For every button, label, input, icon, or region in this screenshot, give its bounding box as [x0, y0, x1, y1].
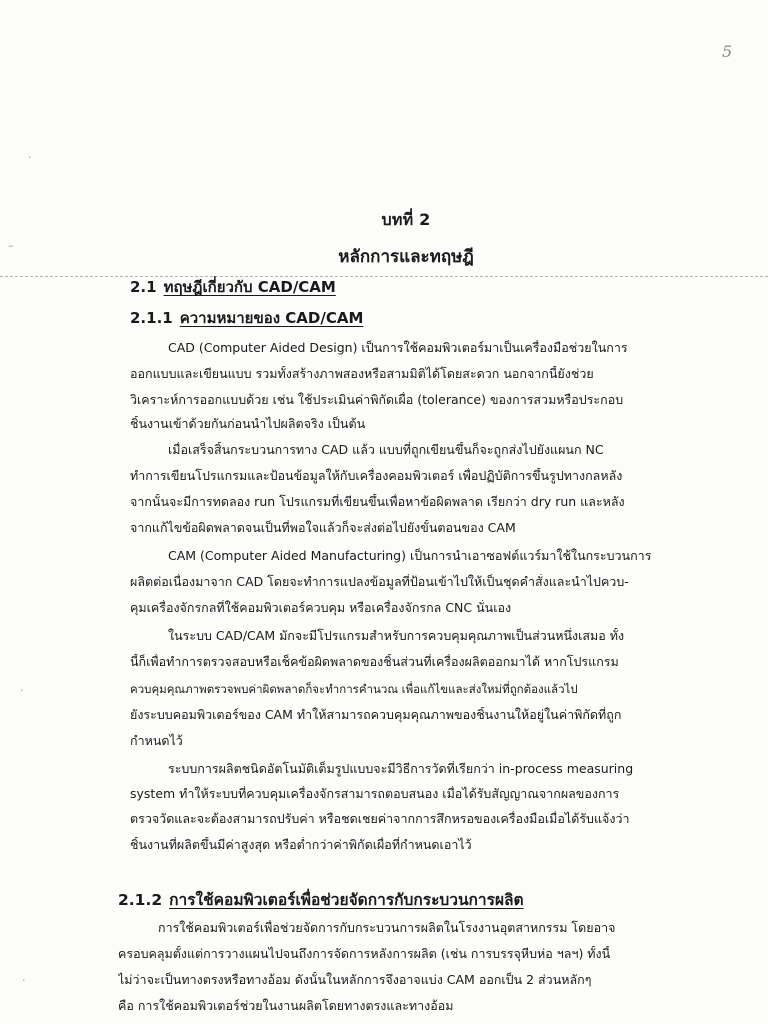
- paragraph-line: ผลิตต่อเนื่องมาจาก CAD โดยจะทำการแปลงข้อมูลที่ป้อนเข้าไปให้เป็นชุดคำสั่งและนำไปควบ-: [130, 574, 629, 589]
- paragraph-line: นี้ก็เพื่อทำการตรวจสอบหรือเช็คข้อผิดพลาดของชิ้นส่วนที่เครื่องผลิตออกมาได้ หากโปรแกรม: [130, 654, 619, 669]
- section-title: ความหมายของ CAD/CAM: [179, 309, 364, 327]
- paragraph-line: CAM (Computer Aided Manufacturing) เป็นการนำเอาซอฟต์แวร์มาใช้ในกระบวนการ: [168, 548, 652, 563]
- paragraph-line: CAD (Computer Aided Design) เป็นการใช้คอมพิวเตอร์มาเป็นเครื่องมือช่วยในการ: [168, 340, 628, 355]
- section-number: 2.1: [130, 278, 157, 296]
- paragraph-line: ครอบคลุมตั้งแต่การวางแผนไปจนถึงการจัดการหลังการผลิต (เช่น การบรรจุหีบห่อ ฯลฯ) ทั้งนี้: [118, 946, 611, 961]
- paragraph-line: วิเคราะห์การออกแบบด้วย เช่น ใช้ประเมินค่าพิกัดเผื่อ (tolerance) ของการสวมหรือประกอบ: [130, 392, 624, 407]
- section-heading-2-1-1: [130, 306, 363, 330]
- paragraph-line: ยังระบบคอมพิวเตอร์ของ CAM ทำให้สามารถควบคุมคุณภาพของชิ้นงานให้อยู่ในค่าพิกัดที่ถูก: [130, 707, 622, 722]
- paragraph-line: ควบคุมคุณภาพตรวจพบค่าผิดพลาดก็จะทำการคำนวณ เพื่อแก้ไขและส่งใหม่ที่ถูกต้องแล้วไป: [130, 682, 578, 696]
- chapter-title: หลักการและทฤษฎี: [338, 247, 474, 267]
- paragraph-line: การใช้คอมพิวเตอร์เพื่อช่วยจัดการกับกระบวนการผลิตในโรงงานอุตสาหกรรม โดยอาจ: [158, 920, 616, 935]
- section-heading-2-1: [130, 275, 336, 299]
- paragraph-line: จากนั้นจะมีการทดลอง run โปรแกรมที่เขียนขึ้นเพื่อหาข้อผิดพลาด เรียกว่า dry run และหลัง: [130, 494, 625, 509]
- paragraph-line: ทำการเขียนโปรแกรมและป้อนข้อมูลให้กับเครื่องคอมพิวเตอร์ เพื่อปฏิบัติการขึ้นรูปทางกลหลัง: [130, 468, 623, 483]
- section-number: 2.1.1: [130, 309, 173, 327]
- scan-speck: ·: [20, 684, 24, 697]
- scan-speck: ·: [28, 151, 32, 164]
- chapter-label: บทที่ 2: [381, 210, 431, 229]
- paragraph-line: ในระบบ CAD/CAM มักจะมีโปรแกรมสำหรับการควบคุมคุณภาพเป็นส่วนหนึ่งเสมอ ทั้ง: [168, 628, 625, 643]
- section-number: 2.1.2: [118, 891, 163, 909]
- paragraph-line: ไม่ว่าจะเป็นทางตรงหรือทางอ้อม ดังนั้นในหลักการจึงอาจแบ่ง CAM ออกเป็น 2 ส่วนหลักๆ: [118, 972, 592, 987]
- paragraph-line: จากแก้ไขข้อผิดพลาดจนเป็นที่พอใจแล้วก็จะส่งต่อไปยังขั้นตอนของ CAM: [130, 520, 516, 535]
- paragraph-line: เมื่อเสร็จสิ้นกระบวนการทาง CAD แล้ว แบบที่ถูกเขียนขึ้นก็จะถูกส่งไปยังแผนก NC: [168, 442, 604, 457]
- paragraph-line: คุมเครื่องจักรกลที่ใช้คอมพิวเตอร์ควบคุม หรือเครื่องจักรกล CNC นั่นเอง: [130, 600, 512, 615]
- scan-speck: ·: [22, 974, 26, 987]
- section-title: ทฤษฎีเกี่ยวกับ CAD/CAM: [163, 278, 336, 296]
- paragraph-line: ออกแบบและเขียนแบบ รวมทั้งสร้างภาพสองหรือสามมิติได้โดยสะดวก นอกจากนี้ยังช่วย: [130, 366, 594, 381]
- scan-speck: –: [8, 239, 14, 252]
- paragraph-line: ตรวจวัดและจะต้องสามารถปรับค่า หรือชดเชยค่าจากการสึกหรอของเครื่องมือเมื่อได้รับแจ้งว่า: [130, 811, 630, 826]
- paragraph-line: system ทำให้ระบบที่ควบคุมเครื่องจักรสามารถตอบสนอง เมื่อได้รับสัญญาณจากผลของการ: [130, 786, 620, 801]
- section-heading-2-1-2: [118, 887, 524, 912]
- scan-fold-line: [0, 276, 768, 277]
- paragraph-line: คือ การใช้คอมพิวเตอร์ช่วยในงานผลิตโดยทางตรงและทางอ้อม: [118, 998, 454, 1013]
- paragraph-line: ชิ้นงานเข้าด้วยกันก่อนนำไปผลิตจริง เป็นต้น: [130, 416, 366, 431]
- section-title: การใช้คอมพิวเตอร์เพื่อช่วยจัดการกับกระบวนการผลิต: [169, 891, 524, 909]
- paragraph-line: กำหนดไว้: [130, 733, 183, 748]
- paragraph-line: ชิ้นงานที่ผลิตขึ้นมีค่าสูงสุด หรือต่ำกว่าค่าพิกัดเผื่อที่กำหนดเอาไว้: [130, 837, 472, 852]
- paragraph-line: ระบบการผลิตชนิดอัตโนมัติเต็มรูปแบบจะมีวิธีการวัดที่เรียกว่า in-process measuring: [168, 761, 634, 776]
- page-number: 5: [722, 42, 733, 61]
